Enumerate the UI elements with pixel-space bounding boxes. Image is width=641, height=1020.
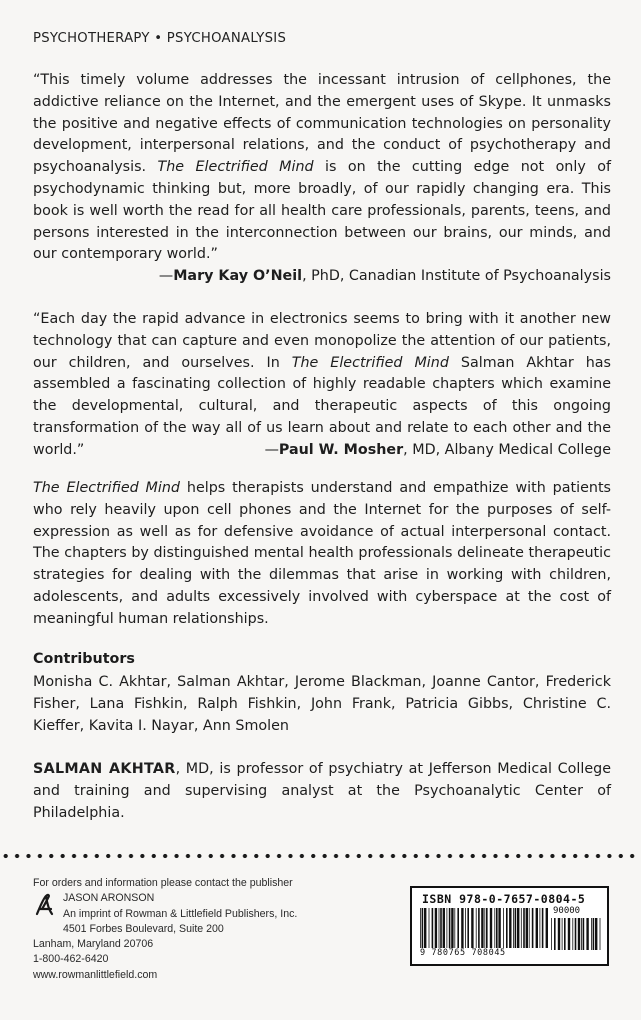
publisher-imprint: An imprint of Rowman & Littlefield Publishers, Inc. — [63, 907, 298, 920]
quote-2-text-a: “Each day the rapid advance in electronics seems to bring with it another new technology that can capture and even monopolize the attention of our patients, our children, and ourselves. In — [33, 311, 611, 371]
quote-1-author: Mary Kay O’Neil — [173, 268, 303, 285]
book-description — [33, 478, 611, 631]
quote-1-attribution: —Mary Kay O’Neil, PhD, Canadian Institute of Psychoanalysis — [158, 268, 611, 285]
author-bio-text: , MD, is professor of psychiatry at Jefferson Medical College and training and supervising analyst at the Psychoanalytic Center of Philadelphia. — [33, 761, 611, 821]
contributors-list: Monisha C. Akhtar, Salman Akhtar, Jerome Blackman, Joanne Cantor, Frederick Fisher, Lana Fishkin, Ralph Fishkin, John Frank, Patricia Gibbs, Christine C. Kieffer, Kavita I. Nayar, Ann Smolen — [33, 674, 611, 734]
barcode-bars — [420, 908, 548, 950]
quote-2-author: Paul W. Mosher — [278, 441, 404, 458]
isbn-number: ISBN 978-0-7657-0804-5 — [422, 892, 586, 906]
description-book-title: The Electrified Mind — [33, 480, 181, 496]
publisher-logo-icon — [33, 893, 55, 917]
barcode-digits: 9 780765 708045 — [420, 948, 548, 958]
publisher-address-1: 4501 Forbes Boulevard, Suite 200 — [63, 922, 224, 935]
publisher-info — [33, 876, 297, 983]
publisher-phone: 1-800-462-6420 — [33, 953, 109, 966]
author-bio — [33, 759, 611, 824]
quote-1-affiliation: , PhD, Canadian Institute of Psychoanalysis — [302, 268, 611, 285]
publisher-name: JASON ARONSON — [63, 892, 155, 905]
blurb-quote-2 — [33, 309, 611, 462]
quote-2-affiliation: , MD, Albany Medical College — [403, 441, 611, 458]
quote-1-book-title: The Electrified Mind — [157, 159, 314, 176]
publisher-address-2: Lanham, Maryland 20706 — [33, 938, 154, 951]
blurb-quote-1 — [33, 70, 611, 288]
description-text: helps therapists understand and empathize with patients who rely heavily upon cell phones and the Internet for the purposes of self-expression as well as for defensive avoidance of actual interpersonal contact. The chapters by distinguished mental health professionals delineate therapeutic strategies for dealing with the dilemmas that arise in working with children, adolescents, and adults excessively involved with cyberspace at the cost of meaningful human relationships. — [33, 480, 611, 627]
publisher-website: www.rowmanlittlefield.com — [33, 968, 158, 981]
category-label: PSYCHOTHERAPY • PSYCHOANALYSIS — [33, 31, 287, 46]
isbn-barcode — [410, 886, 609, 966]
barcode-addon-digits: 90000 — [553, 906, 581, 916]
contributors-heading: Contributors — [33, 651, 135, 667]
quote-2-attribution: —Paul W. Mosher, MD, Albany Medical College — [264, 441, 611, 458]
author-name: SALMAN AKHTAR — [33, 761, 176, 777]
quote-2-text-b: Salman Akhtar has assembled a fascinating collection of highly readable chapters which examine the developmental, cultural, and therapeutic aspects of this ongoing transformation of the way all of us learn about and relate to each other and the world.” — [33, 354, 612, 458]
quote-1-text-b: is on the cutting edge not only of psychodynamic thinking but, more broadly, of our rapidly changing era. This book is well worth the read for all health care professionals, parents, teens, and persons interested in the interconnection between our brains, our minds, and our contemporary world.” — [33, 159, 611, 263]
dotted-divider — [0, 853, 641, 859]
barcode-addon-bars — [551, 918, 601, 950]
quote-2-book-title: The Electrified Mind — [291, 354, 449, 371]
publisher-intro: For orders and information please contact the publisher — [33, 877, 293, 889]
quote-1-text-a: “This timely volume addresses the incessant intrusion of cellphones, the addictive reliance on the Internet, and the emergent uses of Skype. It unmasks the positive and negative effects of communication technologies on personality development, interpersonal relations, and the conduct of psychotherapy and psychoanalysis. — [33, 72, 611, 176]
